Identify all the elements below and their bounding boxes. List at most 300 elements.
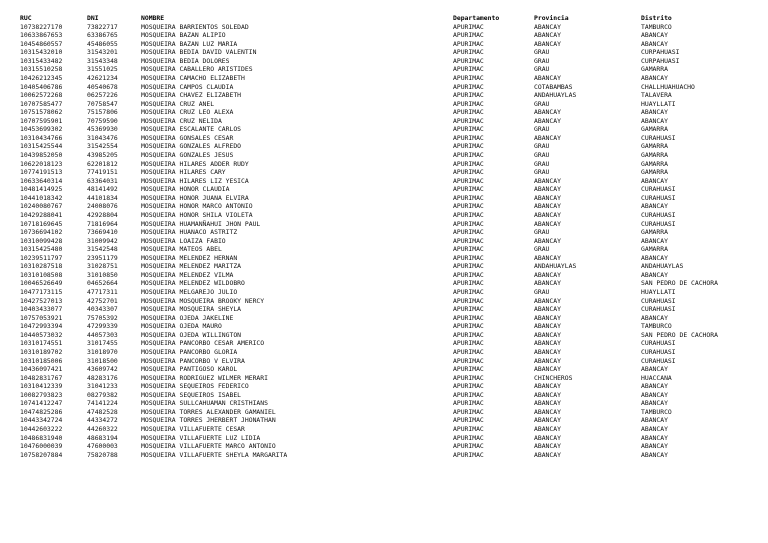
table-row [0, 425, 768, 434]
cell-nombre: MOSQUEIRA RODRIGUEZ WILMER MERARI [141, 373, 268, 382]
cell-distrito: ANDAHUAYLAS [641, 262, 684, 271]
cell-ruc: 10741412247 [20, 399, 63, 408]
cell-departamento: APURIMAC [453, 125, 484, 134]
cell-ruc: 10622018123 [20, 159, 63, 168]
cell-dni: 47482528 [87, 407, 118, 416]
cell-departamento: APURIMAC [453, 313, 484, 322]
table-row [0, 134, 768, 143]
cell-ruc: 10453699302 [20, 125, 63, 134]
cell-dni: 44101834 [87, 193, 118, 202]
cell-distrito: CHALLHUAHUACHO [641, 82, 695, 91]
cell-departamento: APURIMAC [453, 356, 484, 365]
table-row [0, 322, 768, 331]
cell-distrito: ABANCAY [641, 425, 668, 433]
cell-provincia: ABANCAY [534, 433, 561, 442]
cell-dni: 40343307 [87, 305, 118, 314]
table-row [0, 100, 768, 109]
cell-nombre: MOSQUEIRA SULLCAHUAMAN CRISTHIANS [141, 399, 268, 408]
cell-provincia: ABANCAY [534, 253, 561, 262]
cell-distrito: CURAHUASI [641, 133, 676, 142]
cell-ruc: 10315433482 [20, 56, 63, 65]
cell-nombre: MOSQUEIRA MELENDEZ VILMA [141, 270, 234, 279]
cell-distrito: GAMARRA [641, 168, 668, 177]
cell-departamento: APURIMAC [453, 262, 484, 271]
cell-provincia: ABANCAY [534, 219, 561, 228]
cell-distrito: SAN PEDRO DE CACHORA [641, 279, 718, 288]
cell-departamento: APURIMAC [453, 416, 484, 425]
cell-departamento: APURIMAC [453, 433, 484, 442]
cell-distrito: ABANCAY [641, 73, 668, 82]
cell-distrito: GAMARRA [641, 228, 668, 237]
cell-dni: 31542554 [87, 142, 118, 151]
cell-distrito: TAMBURCO [641, 407, 672, 416]
table-row [0, 451, 768, 460]
cell-nombre: MOSQUEIRA MOSQUEIRA BROOKY NERCY [141, 296, 265, 305]
cell-nombre: MOSQUEIRA LOAIZA FABIO [141, 236, 226, 245]
cell-departamento: APURIMAC [453, 133, 484, 142]
cell-ruc: 10441018342 [20, 193, 63, 202]
cell-nombre: MOSQUEIRA GONZALES ALFREDO [141, 142, 242, 151]
cell-dni: 75157806 [87, 108, 118, 117]
cell-nombre: MOSQUEIRA PANCORBO V ELVIRA [141, 356, 245, 365]
cell-provincia: ABANCAY [534, 279, 561, 288]
cell-departamento: APURIMAC [453, 116, 484, 125]
cell-ruc: 10315425480 [20, 245, 63, 254]
table-row [0, 185, 768, 194]
table-row [0, 228, 768, 237]
cell-provincia: GRAU [534, 48, 550, 57]
cell-ruc: 10082793823 [20, 390, 63, 399]
cell-ruc: 10454860557 [20, 39, 63, 48]
table-row [0, 220, 768, 229]
cell-distrito: CURAHUASI [641, 210, 676, 219]
cell-dni: 47717311 [87, 288, 118, 296]
table-row [0, 31, 768, 40]
cell-provincia: ABANCAY [534, 322, 561, 331]
cell-provincia: ABANCAY [534, 382, 561, 391]
cell-ruc: 10633640314 [20, 176, 63, 185]
cell-distrito: ABANCAY [641, 365, 668, 374]
cell-departamento: APURIMAC [453, 185, 484, 194]
cell-departamento: APURIMAC [453, 108, 484, 117]
cell-departamento: APURIMAC [453, 442, 484, 451]
cell-departamento: APURIMAC [453, 22, 484, 31]
cell-dni: 43609742 [87, 365, 118, 374]
table-row [0, 237, 768, 246]
cell-distrito: ABANCAY [641, 390, 668, 399]
cell-ruc: 10442603222 [20, 425, 63, 433]
cell-dni: 44057303 [87, 330, 118, 339]
cell-nombre: MOSQUEIRA VILLAFUERTE MARCO ANTONIO [141, 442, 276, 451]
table-row [0, 194, 768, 203]
table-row [0, 374, 768, 383]
cell-provincia: ABANCAY [534, 202, 561, 211]
table-row [0, 357, 768, 366]
cell-departamento: APURIMAC [453, 99, 484, 108]
cell-nombre: MOSQUEIRA HUAMANÑAHUI JHON PAUL [141, 219, 261, 228]
cell-dni: 73669410 [87, 228, 118, 237]
cell-departamento: APURIMAC [453, 382, 484, 391]
cell-provincia: ABANCAY [534, 416, 561, 425]
cell-dni: 31018970 [87, 347, 118, 356]
cell-ruc: 10633867653 [20, 31, 63, 40]
cell-nombre: MOSQUEIRA CHAVEZ ELIZABETH [141, 91, 242, 100]
cell-dni: 40540678 [87, 82, 118, 91]
table-row [0, 40, 768, 49]
cell-provincia: GRAU [534, 151, 550, 159]
cell-provincia: ABANCAY [534, 116, 561, 125]
cell-distrito: ABANCAY [641, 253, 668, 262]
cell-distrito: GAMARRA [641, 159, 668, 168]
table-row [0, 365, 768, 374]
cell-dni: 08279382 [87, 390, 118, 399]
cell-dni: 31043476 [87, 133, 118, 142]
cell-departamento: APURIMAC [453, 91, 484, 100]
header-row [0, 14, 768, 23]
cell-distrito: ABANCAY [641, 31, 668, 40]
cell-departamento: APURIMAC [453, 425, 484, 433]
cell-nombre: MOSQUEIRA HONOR SHILA VIOLETA [141, 210, 253, 219]
cell-departamento: APURIMAC [453, 151, 484, 159]
cell-provincia: ABANCAY [534, 185, 561, 194]
cell-ruc: 10758207884 [20, 450, 63, 459]
cell-provincia: ABANCAY [534, 73, 561, 82]
table-row [0, 177, 768, 186]
cell-nombre: MOSQUEIRA CABALLERO ARISTIDES [141, 65, 253, 74]
cell-ruc: 10738227170 [20, 22, 63, 31]
cell-distrito: CURPAHUASI [641, 48, 680, 57]
cell-nombre: MOSQUEIRA CAMPOS CLAUDIA [141, 82, 234, 91]
cell-dni: 31017455 [87, 339, 118, 348]
cell-dni: 31010850 [87, 270, 118, 279]
table-row [0, 331, 768, 340]
cell-distrito: TALAVERA [641, 91, 672, 100]
cell-nombre: MOSQUEIRA ESCALANTE CARLOS [141, 125, 242, 134]
cell-dni: 48283176 [87, 373, 118, 382]
cell-departamento: APURIMAC [453, 322, 484, 331]
cell-dni: 42928804 [87, 210, 118, 219]
cell-distrito: CURAHUASI [641, 193, 676, 202]
table-body [0, 23, 768, 460]
cell-ruc: 10315432010 [20, 48, 63, 57]
cell-departamento: APURIMAC [453, 373, 484, 382]
cell-departamento: APURIMAC [453, 270, 484, 279]
cell-dni: 47600003 [87, 442, 118, 451]
cell-distrito: GAMARRA [641, 245, 668, 254]
table-row [0, 254, 768, 263]
cell-dni: 31028751 [87, 262, 118, 271]
cell-departamento: APURIMAC [453, 399, 484, 408]
table-row [0, 74, 768, 83]
cell-ruc: 10310412339 [20, 382, 63, 391]
table-row [0, 91, 768, 100]
cell-distrito: ABANCAY [641, 39, 668, 48]
cell-ruc: 10486831940 [20, 433, 63, 442]
cell-dni: 31041233 [87, 382, 118, 391]
cell-distrito: CURAHUASI [641, 305, 676, 314]
header-nombre: NOMBRE [141, 14, 165, 22]
cell-dni: 31543201 [87, 48, 118, 57]
cell-nombre: MOSQUEIRA TORRES JHERBERT JHONATHAN [141, 416, 276, 425]
table-row [0, 125, 768, 134]
cell-dni: 71816964 [87, 219, 118, 228]
cell-nombre: MOSQUEIRA BEDIA DAVID VALENTIN [141, 48, 257, 57]
table-row [0, 23, 768, 32]
cell-ruc: 10240080767 [20, 202, 63, 211]
cell-ruc: 10472993394 [20, 322, 63, 331]
cell-ruc: 10310099428 [20, 236, 63, 245]
cell-dni: 31551025 [87, 65, 118, 74]
table-row [0, 408, 768, 417]
cell-provincia: ABANCAY [534, 39, 561, 48]
table-row [0, 348, 768, 357]
cell-nombre: MOSQUEIRA PANTIGOSO KAROL [141, 365, 238, 374]
cell-departamento: APURIMAC [453, 339, 484, 348]
table-row [0, 57, 768, 66]
cell-distrito: ABANCAY [641, 442, 668, 451]
cell-distrito: ABANCAY [641, 108, 668, 117]
cell-nombre: MOSQUEIRA HILARES LIZ YESICA [141, 176, 249, 185]
cell-nombre: MOSQUEIRA MELENDEZ WILDOBRO [141, 279, 245, 288]
cell-nombre: MOSQUEIRA MELENDEZ HERNAN [141, 253, 238, 262]
table-row [0, 382, 768, 391]
cell-nombre: MOSQUEIRA CRUZ NELIDA [141, 116, 222, 125]
table-row [0, 297, 768, 306]
cell-provincia: ABANCAY [534, 330, 561, 339]
cell-dni: 31018500 [87, 356, 118, 365]
cell-ruc: 10310108508 [20, 270, 63, 279]
cell-distrito: ABANCAY [641, 416, 668, 425]
cell-nombre: MOSQUEIRA GONSALES CESAR [141, 133, 234, 142]
cell-distrito: ABANCAY [641, 450, 668, 459]
cell-departamento: APURIMAC [453, 253, 484, 262]
table-row [0, 399, 768, 408]
cell-provincia: CHINCHEROS [534, 373, 573, 382]
cell-distrito: CURPAHUASI [641, 56, 680, 65]
cell-dni: 45486055 [87, 39, 118, 48]
cell-departamento: APURIMAC [453, 39, 484, 48]
cell-distrito: ABANCAY [641, 116, 668, 125]
cell-provincia: COTABAMBAS [534, 82, 573, 91]
header-departamento: Departamento [453, 14, 500, 22]
cell-ruc: 10436097421 [20, 365, 63, 374]
cell-dni: 23951179 [87, 253, 118, 262]
cell-distrito: ABANCAY [641, 270, 668, 279]
cell-dni: 62201812 [87, 159, 118, 168]
cell-ruc: 10707585477 [20, 99, 63, 108]
cell-departamento: APURIMAC [453, 210, 484, 219]
table-row [0, 305, 768, 314]
cell-departamento: APURIMAC [453, 305, 484, 314]
cell-ruc: 10477173115 [20, 288, 63, 296]
cell-ruc: 10315510258 [20, 65, 63, 74]
cell-ruc: 10482831767 [20, 373, 63, 382]
cell-dni: 70758547 [87, 99, 118, 108]
cell-distrito: HUAYLLATI [641, 99, 676, 108]
cell-ruc: 10046526649 [20, 279, 63, 288]
table-row [0, 160, 768, 169]
cell-ruc: 10310185006 [20, 356, 63, 365]
cell-dni: 42752701 [87, 296, 118, 305]
cell-provincia: ABANCAY [534, 193, 561, 202]
cell-provincia: ABANCAY [534, 450, 561, 459]
cell-nombre: MOSQUEIRA CRUZ ANEL [141, 99, 215, 108]
cell-departamento: APURIMAC [453, 142, 484, 151]
cell-ruc: 10403433077 [20, 305, 63, 314]
header-ruc: RUC [20, 14, 32, 22]
table-row [0, 416, 768, 425]
cell-nombre: MOSQUEIRA VILLAFUERTE CESAR [141, 425, 245, 433]
cell-departamento: APURIMAC [453, 390, 484, 399]
table-row [0, 271, 768, 280]
cell-ruc: 10757053921 [20, 313, 63, 322]
cell-ruc: 10315425544 [20, 142, 63, 151]
cell-departamento: APURIMAC [453, 450, 484, 459]
cell-nombre: MOSQUEIRA GONZALES JESUS [141, 151, 234, 159]
cell-dni: 44334272 [87, 416, 118, 425]
cell-departamento: APURIMAC [453, 347, 484, 356]
cell-dni: 48683194 [87, 433, 118, 442]
cell-dni: 48141492 [87, 185, 118, 194]
cell-nombre: MOSQUEIRA CRUZ LEO ALEXA [141, 108, 234, 117]
cell-provincia: ABANCAY [534, 236, 561, 245]
cell-dni: 42621234 [87, 73, 118, 82]
cell-provincia: GRAU [534, 99, 550, 108]
cell-provincia: GRAU [534, 168, 550, 177]
table-row [0, 279, 768, 288]
cell-departamento: APURIMAC [453, 219, 484, 228]
cell-provincia: GRAU [534, 125, 550, 134]
cell-dni: 45369930 [87, 125, 118, 134]
cell-departamento: APURIMAC [453, 228, 484, 237]
cell-provincia: GRAU [534, 159, 550, 168]
table-row [0, 108, 768, 117]
cell-provincia: GRAU [534, 245, 550, 254]
cell-departamento: APURIMAC [453, 82, 484, 91]
cell-provincia: ABANCAY [534, 210, 561, 219]
cell-provincia: ABANCAY [534, 399, 561, 408]
cell-departamento: APURIMAC [453, 288, 484, 296]
table-row [0, 48, 768, 57]
cell-ruc: 10718169645 [20, 219, 63, 228]
cell-provincia: ABANCAY [534, 296, 561, 305]
cell-distrito: GAMARRA [641, 142, 668, 151]
cell-ruc: 10774191513 [20, 168, 63, 177]
cell-nombre: MOSQUEIRA PANCORBO GLORIA [141, 347, 238, 356]
cell-dni: 24008076 [87, 202, 118, 211]
cell-distrito: TAMBURCO [641, 322, 672, 331]
cell-departamento: APURIMAC [453, 168, 484, 177]
cell-ruc: 10476000039 [20, 442, 63, 451]
cell-departamento: APURIMAC [453, 365, 484, 374]
cell-ruc: 10707595901 [20, 116, 63, 125]
cell-departamento: APURIMAC [453, 48, 484, 57]
cell-provincia: GRAU [534, 142, 550, 151]
cell-nombre: MOSQUEIRA CAMACHO ELIZABETH [141, 73, 245, 82]
cell-distrito: CURAHUASI [641, 356, 676, 365]
cell-provincia: ABANCAY [534, 347, 561, 356]
cell-departamento: APURIMAC [453, 407, 484, 416]
cell-provincia: ABANCAY [534, 305, 561, 314]
table-row [0, 142, 768, 151]
cell-dni: 63386765 [87, 31, 118, 40]
cell-dni: 43985205 [87, 151, 118, 159]
table-row [0, 151, 768, 160]
cell-ruc: 10426212345 [20, 73, 63, 82]
cell-ruc: 10310189702 [20, 347, 63, 356]
cell-ruc: 10310434766 [20, 133, 63, 142]
cell-nombre: MOSQUEIRA HONOR MARCO ANTONIO [141, 202, 253, 211]
cell-ruc: 10474825286 [20, 407, 63, 416]
cell-nombre: MOSQUEIRA BARRIENTOS SOLEDAD [141, 22, 249, 31]
cell-distrito: GAMARRA [641, 125, 668, 134]
cell-distrito: ABANCAY [641, 236, 668, 245]
cell-distrito: CURAHUASI [641, 339, 676, 348]
cell-nombre: MOSQUEIRA HILARES CARY [141, 168, 226, 177]
cell-ruc: 10239511797 [20, 253, 63, 262]
cell-nombre: MOSQUEIRA OJEDA WILLINGTON [141, 330, 242, 339]
cell-provincia: ABANCAY [534, 108, 561, 117]
cell-departamento: APURIMAC [453, 330, 484, 339]
cell-nombre: MOSQUEIRA HONOR JUANA ELVIRA [141, 193, 249, 202]
cell-nombre: MOSQUEIRA BEDIA DOLORES [141, 56, 230, 65]
cell-nombre: MOSQUEIRA HILARES ADDER RUDY [141, 159, 249, 168]
cell-provincia: GRAU [534, 228, 550, 237]
cell-nombre: MOSQUEIRA MATEOS ABEL [141, 245, 222, 254]
cell-provincia: ABANCAY [534, 442, 561, 451]
cell-provincia: ANDAHUAYLAS [534, 91, 577, 100]
cell-ruc: 10481414925 [20, 185, 63, 194]
cell-dni: 73822717 [87, 22, 118, 31]
cell-ruc: 10440573032 [20, 330, 63, 339]
table-row [0, 65, 768, 74]
cell-distrito: ABANCAY [641, 202, 668, 211]
cell-distrito: GAMARRA [641, 151, 668, 159]
cell-departamento: APURIMAC [453, 236, 484, 245]
cell-distrito: SAN PEDRO DE CACHORA [641, 330, 718, 339]
cell-provincia: ABANCAY [534, 22, 561, 31]
cell-ruc: 10443342724 [20, 416, 63, 425]
table-row [0, 434, 768, 443]
cell-nombre: MOSQUEIRA MELENDEZ MARITZA [141, 262, 242, 271]
cell-ruc: 10736694102 [20, 228, 63, 237]
cell-provincia: ABANCAY [534, 356, 561, 365]
cell-distrito: CURAHUASI [641, 219, 676, 228]
cell-provincia: ABANCAY [534, 270, 561, 279]
cell-dni: 44260322 [87, 425, 118, 433]
cell-nombre: MOSQUEIRA SEQUEIROS ISABEL [141, 390, 242, 399]
table-row [0, 245, 768, 254]
cell-departamento: APURIMAC [453, 176, 484, 185]
cell-distrito: CURAHUASI [641, 185, 676, 194]
cell-departamento: APURIMAC [453, 279, 484, 288]
cell-nombre: MOSQUEIRA PANCORBO CESAR AMERICO [141, 339, 265, 348]
cell-distrito: ABANCAY [641, 433, 668, 442]
cell-ruc: 10429288041 [20, 210, 63, 219]
cell-ruc: 10751578062 [20, 108, 63, 117]
cell-dni: 75820788 [87, 450, 118, 459]
cell-nombre: MOSQUEIRA OJEDA JAKELINE [141, 313, 234, 322]
cell-nombre: MOSQUEIRA MELGAREJO JULIO [141, 288, 238, 296]
table-row [0, 211, 768, 220]
cell-dni: 63364031 [87, 176, 118, 185]
cell-departamento: APURIMAC [453, 202, 484, 211]
cell-nombre: MOSQUEIRA MOSQUEIRA SHEYLA [141, 305, 242, 314]
cell-dni: 74141224 [87, 399, 118, 408]
cell-ruc: 10062572268 [20, 91, 63, 100]
cell-provincia: GRAU [534, 56, 550, 65]
cell-provincia: ABANCAY [534, 425, 561, 433]
